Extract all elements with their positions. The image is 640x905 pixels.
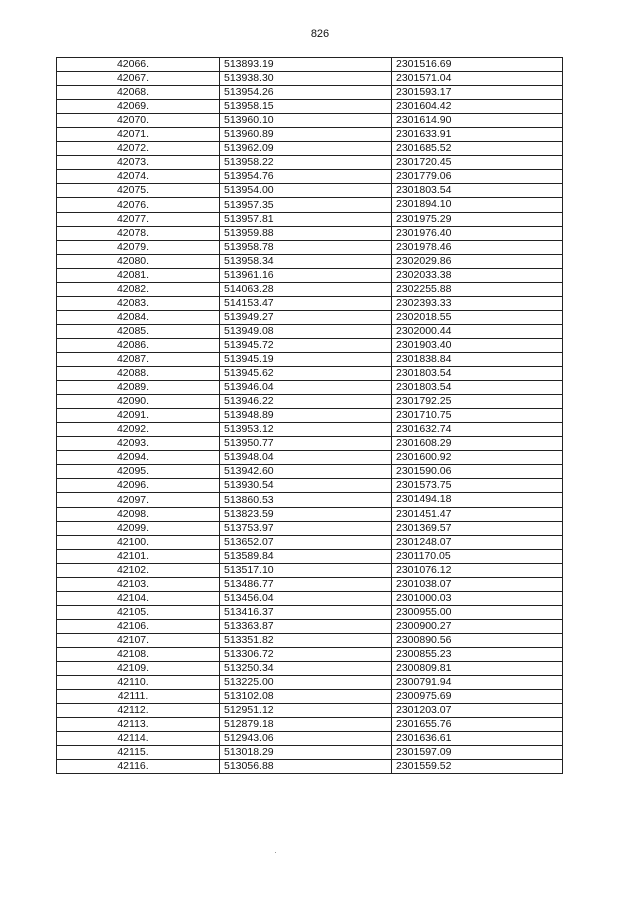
point-id-cell: 42084. bbox=[57, 310, 220, 324]
point-id-cell: 42101. bbox=[57, 549, 220, 563]
northing-cell: 2301203.07 bbox=[392, 704, 563, 718]
table-row bbox=[57, 662, 563, 676]
northing-cell: 2301571.04 bbox=[392, 72, 563, 86]
table-row bbox=[57, 549, 563, 563]
northing-cell: 2301655.76 bbox=[392, 718, 563, 732]
table-row bbox=[57, 381, 563, 395]
table-row bbox=[57, 324, 563, 338]
easting-cell: 513958.34 bbox=[220, 254, 392, 268]
easting-cell: 513102.08 bbox=[220, 690, 392, 704]
northing-cell: 2301593.17 bbox=[392, 86, 563, 100]
point-id-cell: 42082. bbox=[57, 282, 220, 296]
northing-cell: 2300900.27 bbox=[392, 619, 563, 633]
point-id-cell: 42068. bbox=[57, 86, 220, 100]
point-id-cell: 42074. bbox=[57, 170, 220, 184]
table-row bbox=[57, 704, 563, 718]
northing-cell: 2302033.38 bbox=[392, 268, 563, 282]
easting-cell: 513363.87 bbox=[220, 619, 392, 633]
northing-cell: 2301604.42 bbox=[392, 100, 563, 114]
easting-cell: 513486.77 bbox=[220, 577, 392, 591]
table-row bbox=[57, 156, 563, 170]
easting-cell: 513954.76 bbox=[220, 170, 392, 184]
table-row bbox=[57, 718, 563, 732]
point-id-cell: 42100. bbox=[57, 535, 220, 549]
point-id-cell: 42093. bbox=[57, 437, 220, 451]
easting-cell: 513948.89 bbox=[220, 409, 392, 423]
table-row bbox=[57, 676, 563, 690]
northing-cell: 2301903.40 bbox=[392, 338, 563, 352]
coordinate-table-body bbox=[57, 58, 563, 774]
easting-cell: 513946.04 bbox=[220, 381, 392, 395]
table-row bbox=[57, 437, 563, 451]
point-id-cell: 42106. bbox=[57, 619, 220, 633]
northing-cell: 2301976.40 bbox=[392, 226, 563, 240]
easting-cell: 513958.22 bbox=[220, 156, 392, 170]
easting-cell: 513958.78 bbox=[220, 240, 392, 254]
table-row bbox=[57, 72, 563, 86]
table-row bbox=[57, 465, 563, 479]
northing-cell: 2301720.45 bbox=[392, 156, 563, 170]
northing-cell: 2301038.07 bbox=[392, 577, 563, 591]
table-row bbox=[57, 58, 563, 72]
northing-cell: 2301170.05 bbox=[392, 549, 563, 563]
northing-cell: 2300975.69 bbox=[392, 690, 563, 704]
table-row bbox=[57, 395, 563, 409]
table-row bbox=[57, 310, 563, 324]
point-id-cell: 42079. bbox=[57, 240, 220, 254]
northing-cell: 2302000.44 bbox=[392, 324, 563, 338]
northing-cell: 2301000.03 bbox=[392, 591, 563, 605]
point-id-cell: 42088. bbox=[57, 367, 220, 381]
northing-cell: 2301590.06 bbox=[392, 465, 563, 479]
northing-cell: 2300791.94 bbox=[392, 676, 563, 690]
point-id-cell: 42107. bbox=[57, 633, 220, 647]
easting-cell: 513954.00 bbox=[220, 184, 392, 198]
easting-cell: 513961.16 bbox=[220, 268, 392, 282]
northing-cell: 2301636.61 bbox=[392, 732, 563, 746]
scan-speck bbox=[275, 852, 276, 853]
easting-cell: 513860.53 bbox=[220, 493, 392, 507]
table-row bbox=[57, 142, 563, 156]
easting-cell: 513056.88 bbox=[220, 760, 392, 774]
page-number: 826 bbox=[310, 28, 330, 40]
table-row bbox=[57, 86, 563, 100]
point-id-cell: 42098. bbox=[57, 507, 220, 521]
table-row bbox=[57, 563, 563, 577]
easting-cell: 513948.04 bbox=[220, 451, 392, 465]
point-id-cell: 42073. bbox=[57, 156, 220, 170]
point-id-cell: 42092. bbox=[57, 423, 220, 437]
easting-cell: 513945.62 bbox=[220, 367, 392, 381]
point-id-cell: 42087. bbox=[57, 352, 220, 366]
northing-cell: 2301600.92 bbox=[392, 451, 563, 465]
easting-cell: 513893.19 bbox=[220, 58, 392, 72]
point-id-cell: 42109. bbox=[57, 662, 220, 676]
point-id-cell: 42090. bbox=[57, 395, 220, 409]
table-row bbox=[57, 521, 563, 535]
point-id-cell: 42067. bbox=[57, 72, 220, 86]
table-row bbox=[57, 479, 563, 493]
table-row bbox=[57, 507, 563, 521]
easting-cell: 513416.37 bbox=[220, 605, 392, 619]
table-row bbox=[57, 240, 563, 254]
easting-cell: 513953.12 bbox=[220, 423, 392, 437]
table-row bbox=[57, 198, 563, 212]
northing-cell: 2301451.47 bbox=[392, 507, 563, 521]
northing-cell: 2301685.52 bbox=[392, 142, 563, 156]
point-id-cell: 42110. bbox=[57, 676, 220, 690]
easting-cell: 513938.30 bbox=[220, 72, 392, 86]
point-id-cell: 42108. bbox=[57, 647, 220, 661]
northing-cell: 2300809.81 bbox=[392, 662, 563, 676]
point-id-cell: 42071. bbox=[57, 128, 220, 142]
point-id-cell: 42114. bbox=[57, 732, 220, 746]
northing-cell: 2301894.10 bbox=[392, 198, 563, 212]
table-row bbox=[57, 535, 563, 549]
table-row bbox=[57, 184, 563, 198]
point-id-cell: 42081. bbox=[57, 268, 220, 282]
easting-cell: 512943.06 bbox=[220, 732, 392, 746]
northing-cell: 2301978.46 bbox=[392, 240, 563, 254]
easting-cell: 513960.89 bbox=[220, 128, 392, 142]
point-id-cell: 42080. bbox=[57, 254, 220, 268]
easting-cell: 513351.82 bbox=[220, 633, 392, 647]
point-id-cell: 42105. bbox=[57, 605, 220, 619]
table-row bbox=[57, 338, 563, 352]
point-id-cell: 42085. bbox=[57, 324, 220, 338]
northing-cell: 2301614.90 bbox=[392, 114, 563, 128]
point-id-cell: 42078. bbox=[57, 226, 220, 240]
northing-cell: 2301975.29 bbox=[392, 212, 563, 226]
table-row bbox=[57, 296, 563, 310]
table-row bbox=[57, 760, 563, 774]
table-row bbox=[57, 282, 563, 296]
easting-cell: 513957.81 bbox=[220, 212, 392, 226]
easting-cell: 513225.00 bbox=[220, 676, 392, 690]
point-id-cell: 42096. bbox=[57, 479, 220, 493]
table-row bbox=[57, 577, 563, 591]
easting-cell: 513946.22 bbox=[220, 395, 392, 409]
table-row bbox=[57, 226, 563, 240]
easting-cell: 513957.35 bbox=[220, 198, 392, 212]
easting-cell: 513930.54 bbox=[220, 479, 392, 493]
northing-cell: 2301710.75 bbox=[392, 409, 563, 423]
point-id-cell: 42097. bbox=[57, 493, 220, 507]
point-id-cell: 42076. bbox=[57, 198, 220, 212]
table-row bbox=[57, 409, 563, 423]
table-row bbox=[57, 100, 563, 114]
easting-cell: 513945.19 bbox=[220, 352, 392, 366]
northing-cell: 2301803.54 bbox=[392, 367, 563, 381]
table-row bbox=[57, 367, 563, 381]
point-id-cell: 42072. bbox=[57, 142, 220, 156]
table-row bbox=[57, 128, 563, 142]
coordinate-table bbox=[56, 57, 563, 774]
easting-cell: 513250.34 bbox=[220, 662, 392, 676]
point-id-cell: 42095. bbox=[57, 465, 220, 479]
northing-cell: 2301248.07 bbox=[392, 535, 563, 549]
point-id-cell: 42115. bbox=[57, 746, 220, 760]
northing-cell: 2300890.56 bbox=[392, 633, 563, 647]
table-row bbox=[57, 451, 563, 465]
easting-cell: 513954.26 bbox=[220, 86, 392, 100]
easting-cell: 514153.47 bbox=[220, 296, 392, 310]
easting-cell: 512951.12 bbox=[220, 704, 392, 718]
point-id-cell: 42102. bbox=[57, 563, 220, 577]
easting-cell: 513823.59 bbox=[220, 507, 392, 521]
easting-cell: 513949.27 bbox=[220, 310, 392, 324]
point-id-cell: 42091. bbox=[57, 409, 220, 423]
northing-cell: 2302393.33 bbox=[392, 296, 563, 310]
easting-cell: 513942.60 bbox=[220, 465, 392, 479]
easting-cell: 512879.18 bbox=[220, 718, 392, 732]
northing-cell: 2301516.69 bbox=[392, 58, 563, 72]
easting-cell: 513456.04 bbox=[220, 591, 392, 605]
northing-cell: 2302018.55 bbox=[392, 310, 563, 324]
point-id-cell: 42104. bbox=[57, 591, 220, 605]
table-row bbox=[57, 212, 563, 226]
easting-cell: 513589.84 bbox=[220, 549, 392, 563]
point-id-cell: 42070. bbox=[57, 114, 220, 128]
point-id-cell: 42069. bbox=[57, 100, 220, 114]
table-row bbox=[57, 493, 563, 507]
northing-cell: 2301559.52 bbox=[392, 760, 563, 774]
northing-cell: 2301494.18 bbox=[392, 493, 563, 507]
table-row bbox=[57, 352, 563, 366]
northing-cell: 2301803.54 bbox=[392, 184, 563, 198]
table-row bbox=[57, 268, 563, 282]
northing-cell: 2302029.86 bbox=[392, 254, 563, 268]
northing-cell: 2301838.84 bbox=[392, 352, 563, 366]
northing-cell: 2301792.25 bbox=[392, 395, 563, 409]
point-id-cell: 42103. bbox=[57, 577, 220, 591]
northing-cell: 2300955.00 bbox=[392, 605, 563, 619]
table-row bbox=[57, 170, 563, 184]
table-row bbox=[57, 732, 563, 746]
easting-cell: 513018.29 bbox=[220, 746, 392, 760]
table-row bbox=[57, 114, 563, 128]
point-id-cell: 42077. bbox=[57, 212, 220, 226]
point-id-cell: 42116. bbox=[57, 760, 220, 774]
table-row bbox=[57, 605, 563, 619]
easting-cell: 513960.10 bbox=[220, 114, 392, 128]
northing-cell: 2301608.29 bbox=[392, 437, 563, 451]
point-id-cell: 42111. bbox=[57, 690, 220, 704]
table-row bbox=[57, 254, 563, 268]
point-id-cell: 42083. bbox=[57, 296, 220, 310]
easting-cell: 513652.07 bbox=[220, 535, 392, 549]
table-row bbox=[57, 633, 563, 647]
northing-cell: 2301633.91 bbox=[392, 128, 563, 142]
easting-cell: 513945.72 bbox=[220, 338, 392, 352]
table-row bbox=[57, 423, 563, 437]
table-row bbox=[57, 619, 563, 633]
point-id-cell: 42066. bbox=[57, 58, 220, 72]
point-id-cell: 42089. bbox=[57, 381, 220, 395]
northing-cell: 2301369.57 bbox=[392, 521, 563, 535]
northing-cell: 2301632.74 bbox=[392, 423, 563, 437]
northing-cell: 2301779.06 bbox=[392, 170, 563, 184]
point-id-cell: 42086. bbox=[57, 338, 220, 352]
table-row bbox=[57, 591, 563, 605]
northing-cell: 2301573.75 bbox=[392, 479, 563, 493]
northing-cell: 2301597.09 bbox=[392, 746, 563, 760]
point-id-cell: 42113. bbox=[57, 718, 220, 732]
easting-cell: 513959.88 bbox=[220, 226, 392, 240]
point-id-cell: 42099. bbox=[57, 521, 220, 535]
northing-cell: 2302255.88 bbox=[392, 282, 563, 296]
easting-cell: 513949.08 bbox=[220, 324, 392, 338]
point-id-cell: 42112. bbox=[57, 704, 220, 718]
northing-cell: 2300855.23 bbox=[392, 647, 563, 661]
easting-cell: 513753.97 bbox=[220, 521, 392, 535]
northing-cell: 2301076.12 bbox=[392, 563, 563, 577]
table-row bbox=[57, 647, 563, 661]
easting-cell: 513962.09 bbox=[220, 142, 392, 156]
northing-cell: 2301803.54 bbox=[392, 381, 563, 395]
easting-cell: 513958.15 bbox=[220, 100, 392, 114]
table-row bbox=[57, 690, 563, 704]
point-id-cell: 42075. bbox=[57, 184, 220, 198]
easting-cell: 513950.77 bbox=[220, 437, 392, 451]
point-id-cell: 42094. bbox=[57, 451, 220, 465]
easting-cell: 513517.10 bbox=[220, 563, 392, 577]
table-row bbox=[57, 746, 563, 760]
easting-cell: 514063.28 bbox=[220, 282, 392, 296]
easting-cell: 513306.72 bbox=[220, 647, 392, 661]
